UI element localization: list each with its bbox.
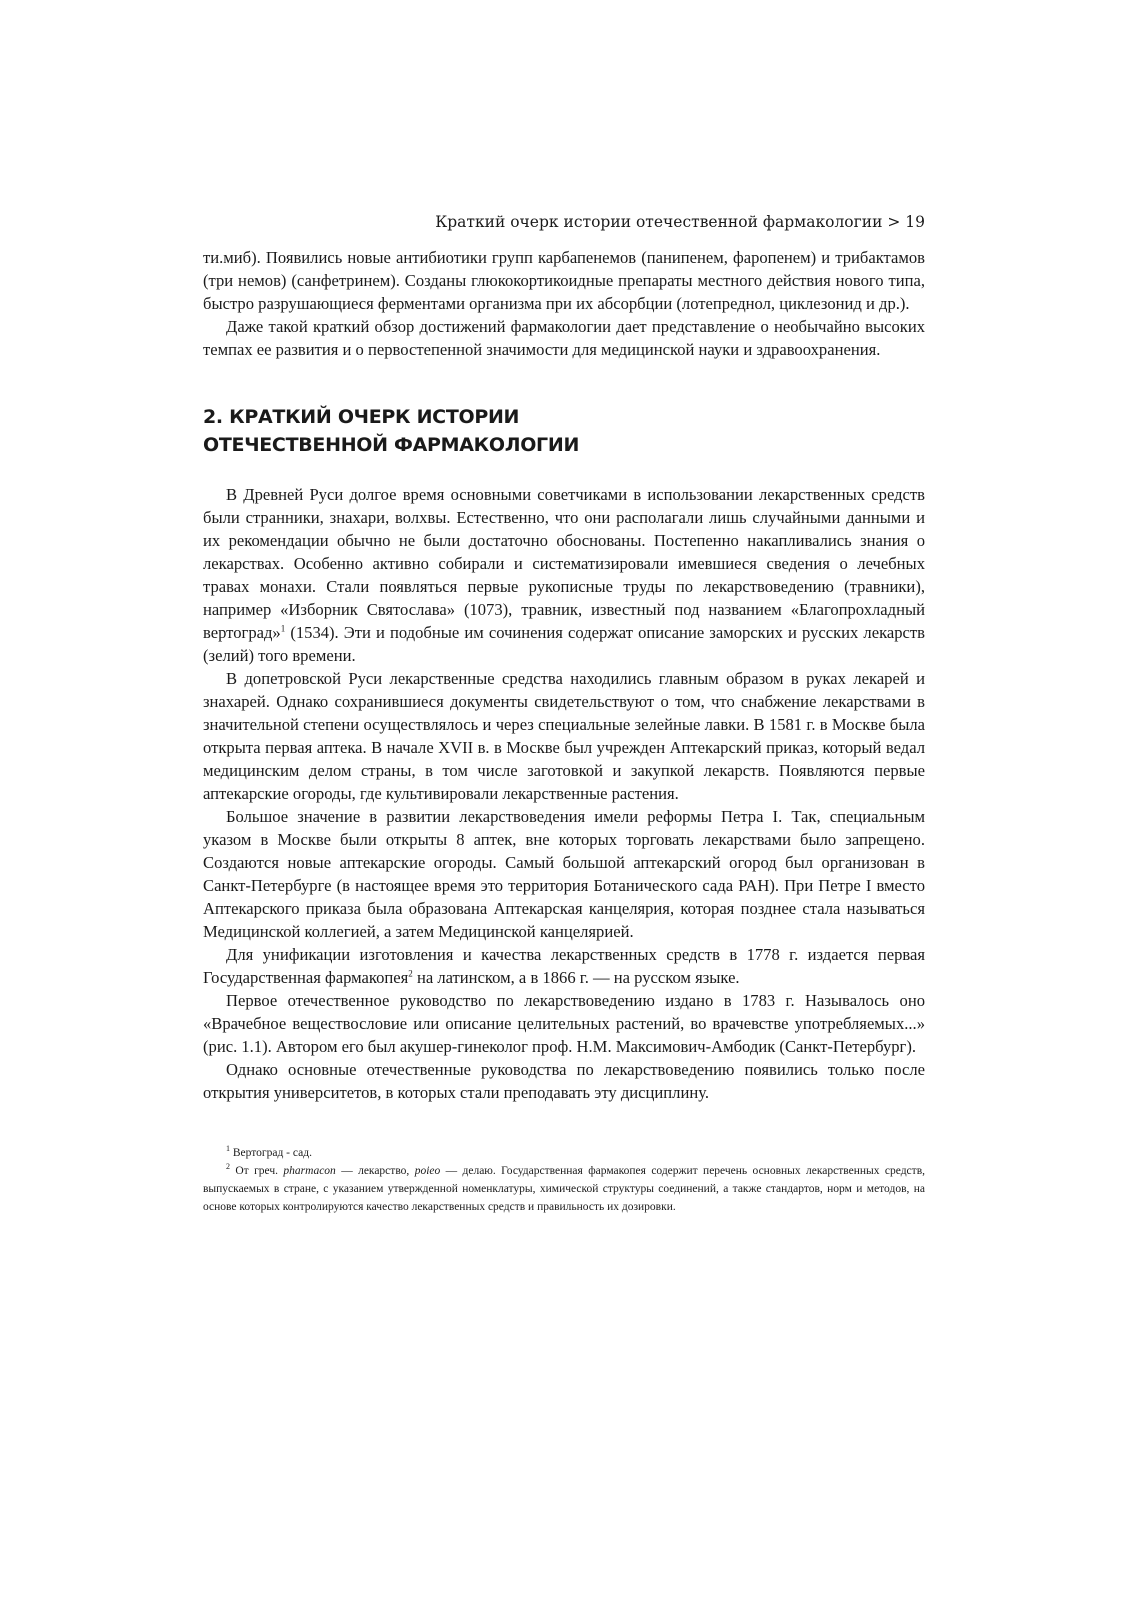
paragraph-first-guide: Первое отечественное руководство по лекарствоведению издано в 1783 г. Называлось оно «Врачебное веществословие или описание целительных растений, во врачевстве употребляемых...» (рис. 1.1). Автором его был акушер-гинеколог проф. Н.М. Максимович-Амбодик (Санкт-Петербург).: [203, 991, 925, 1056]
paragraph-pre-petrine: В допетровской Руси лекарственные средства находились главным образом в руках лекарей и знахарей. Однако сохранившиеся документы свидетельствуют о том, что снабжение лекарствами в значительной степени осуществлялось и через специальные зелейные лавки. В 1581 г. в Москве была открыта первая аптека. В начале XVII в. в Москве был учрежден Аптекарский приказ, который ведал медицинским делом страны, в том числе заготовкой и закупкой лекарств. Появляются первые аптекарские огороды, где культивировали лекарственные растения.: [203, 669, 925, 803]
paragraph-text: (1534). Эти и подобные им сочинения содержат описание заморских и русских лекарств (зелий) того времени.: [203, 623, 925, 665]
footnote-term: pharmacon: [283, 1165, 336, 1177]
section-heading-line-1: 2. КРАТКИЙ ОЧЕРК ИСТОРИИ: [203, 406, 520, 428]
footnote-term: poieo: [414, 1165, 441, 1177]
paragraph-universities: Однако основные отечественные руководства по лекарствоведению появились только после открытия университетов, в которых стали преподавать эту дисциплину.: [203, 1060, 925, 1102]
footnote-mark: 2: [226, 1162, 230, 1172]
paragraph-ancient-rus: [203, 483, 925, 667]
paragraph-text: на латинском, а в 1866 г. — на русском языке.: [412, 968, 740, 987]
running-head: Краткий очерк истории отечественной фармакологии > 19: [435, 213, 925, 231]
paragraph-peter-reforms: Большое значение в развитии лекарствоведения имели реформы Петра I. Так, специальным указом в Москве были открыты 8 аптек, вне которых торговать лекарствами было запрещено. Создаются новые аптекарские огороды. Самый большой аптекарский огород был организован в Санкт-Петербурге (в настоящее время это территория Ботанического сада РАН). При Петре I вместо Аптекарского приказа была образована Аптекарская канцелярия, которая позднее стала называться Медицинской коллегией, а затем Медицинской канцелярией.: [203, 807, 925, 941]
footnote-text: От греч.: [230, 1165, 284, 1177]
section-heading: [203, 403, 925, 459]
paragraph-pharmacopoeia: [203, 943, 925, 989]
footnote-mark: 1: [226, 1144, 230, 1154]
footnote-text: Вертоград - сад.: [230, 1147, 312, 1159]
paragraph-text: В Древней Руси долгое время основными советчиками в использовании лекарственных средств были странники, знахари, волхвы. Естественно, что они располагали лишь случайными данными и их рекомендации обычно не были достаточно обоснованы. Постепенно накапливались знания о лекарствах. Особенно активно собирали и систематизировали имевшиеся сведения о лечебных травах монахи. Стали появляться первые рукописные труды по лекарствоведению (травники), например «Изборник Святослава» (1073), травник, известный под названием «Благопрохладный вертоград»: [203, 485, 925, 642]
footnote-2: [203, 1162, 925, 1216]
footnote-1: [203, 1144, 925, 1162]
footnote-text: — делаю. Государственная фармакопея содержит перечень основных лекарственных средств, выпускаемых в стране, с указанием утвержденной номенклатуры, химической структуры соединений, а также стандартов, норм и методов, на основе которых контролируются качество лекарственных средств и правильность их дозировки.: [203, 1165, 925, 1213]
footnote-ref-1[interactable]: 1: [280, 623, 286, 634]
footnotes: [203, 1144, 925, 1216]
intro-paragraph-2: Даже такой краткий обзор достижений фармакологии дает представление о необычайно высоких темпах ее развития и о первостепенной значимости для медицинской науки и здравоохранения.: [203, 317, 925, 359]
section-heading-line-2: ОТЕЧЕСТВЕННОЙ ФАРМАКОЛОГИИ: [203, 434, 580, 456]
footnote-ref-2[interactable]: 2: [408, 968, 413, 979]
paragraph-text: Для унификации изготовления и качества лекарственных средств в 1778 г. издается первая Государственная фармакопея: [203, 945, 925, 987]
intro-paragraph-1: ти.миб). Появились новые антибиотики групп карбапенемов (панипенем, фаропенем) и трибактамов (три немов) (санфетринем). Созданы глюкокортикоидные препараты местного действия нового типа, быстро разрушающиеся ферментами организма при их абсорбции (лотепреднол, циклезонид и др.).: [203, 248, 925, 313]
book-page: [203, 210, 925, 1216]
footnote-text: — лекарство,: [335, 1165, 415, 1177]
